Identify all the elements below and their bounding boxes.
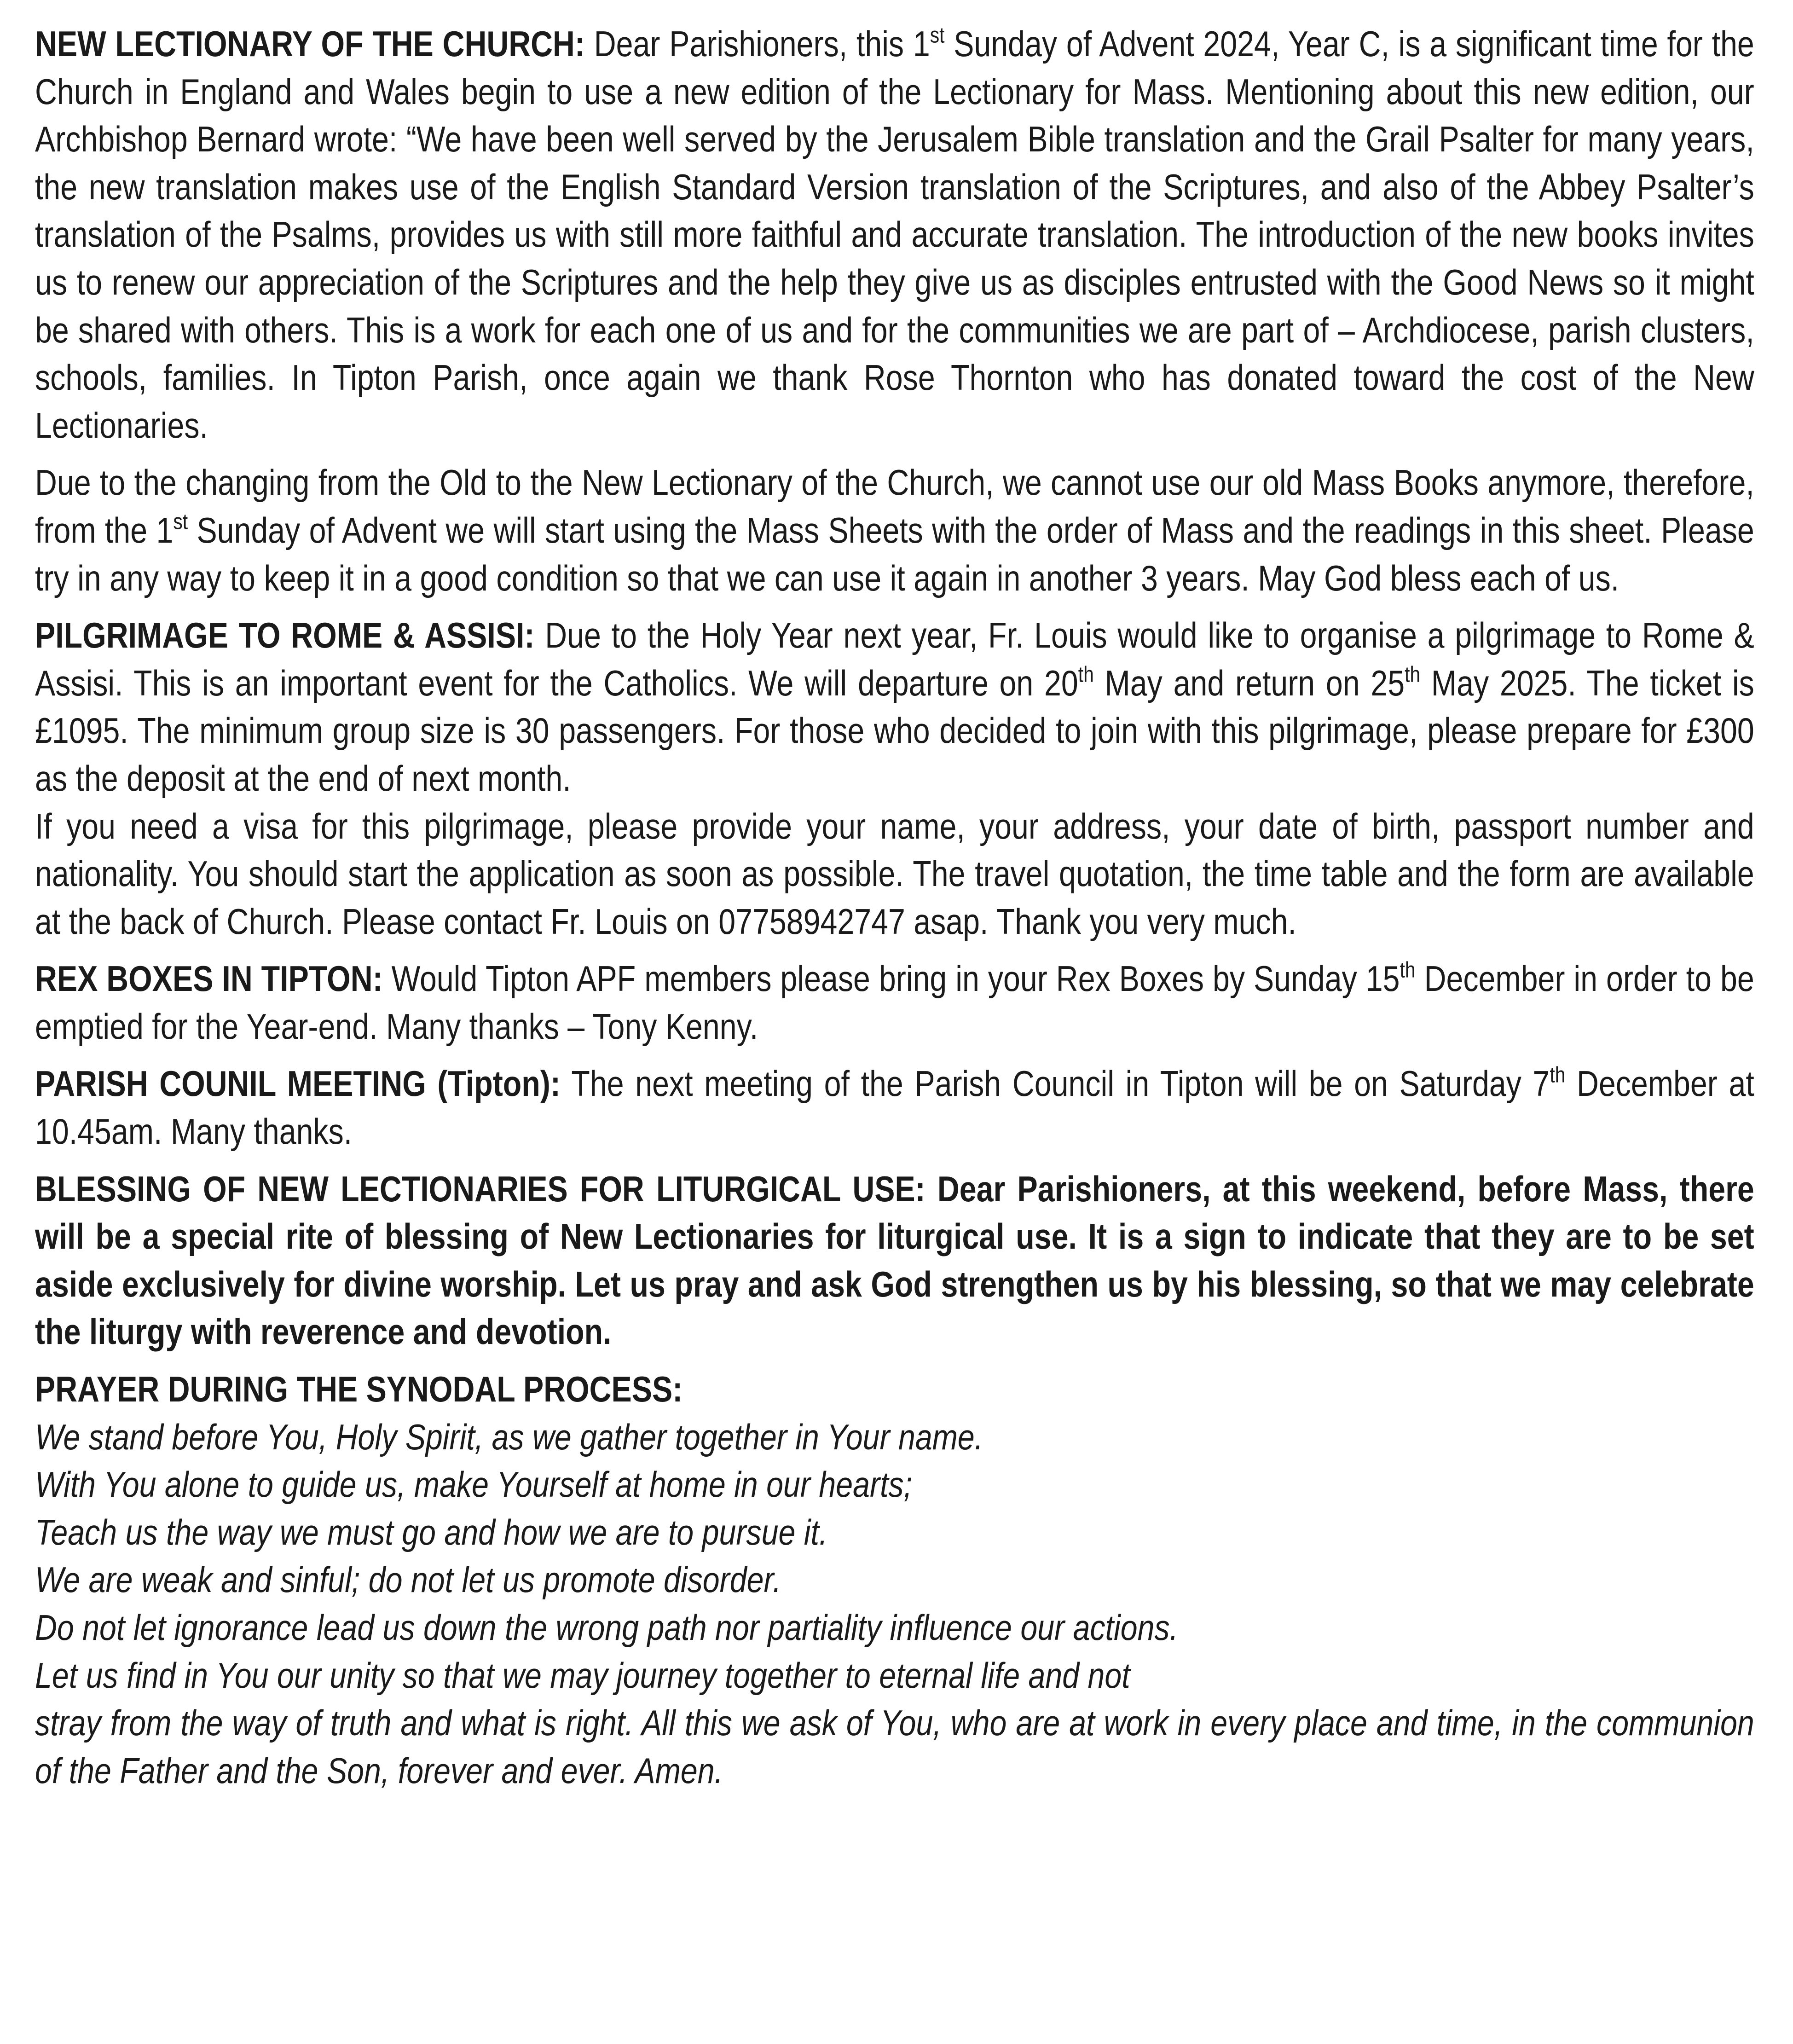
lectionary-ordinal: st	[930, 23, 945, 48]
council-heading: PARISH COUNIL MEETING (Tipton):	[35, 1063, 561, 1104]
prayer-line: We stand before You, Holy Spirit, as we gather together in Your name.	[35, 1416, 983, 1457]
prayer-closing: stray from the way of truth and what is right. All this we ask of You, who are at work in every place and time, in the communion of the Father and the Son, forever and ever. Amen.	[35, 1702, 1754, 1791]
mass-books-ordinal: st	[173, 510, 188, 534]
pilgrimage-ordinal-b: th	[1405, 662, 1421, 687]
blessing-paragraph: BLESSING OF NEW LECTIONARIES FOR LITURGICAL USE: Dear Parishioners, at this weekend, before Mass, there will be a special rite of blessing of New Lectionaries for liturgical use. It is a sign to indicate that they are to be set aside exclusively for divine worship. Let us pray and ask God strengthen us by his blessing, so that we may celebrate the liturgy with reverence and devotion.	[35, 1168, 1754, 1352]
pilgrimage-ordinal-a: th	[1078, 662, 1094, 687]
mass-books-text-cont: Sunday of Advent we will start using the Mass Sheets with the order of Mass and the readings in this sheet. Please try in any way to keep it in a good condition so that we can use it again in another 3 years. May God bless each of us.	[35, 510, 1754, 598]
rex-boxes-ordinal: th	[1400, 958, 1416, 983]
prayer-line: We are weak and sinful; do not let us promote disorder.	[35, 1559, 781, 1600]
rex-boxes-text-cont: December in order to be emptied for the Year-end. Many thanks – Tony Kenny.	[35, 958, 1754, 1047]
lectionary-text: Dear Parishioners, this 1	[585, 23, 930, 64]
visa-paragraph: If you need a visa for this pilgrimage, please provide your name, your address, your date of birth, passport number and nationality. You should start the application as soon as possible. The travel quotation, the time table and the form are available at the back of Church. Please contact Fr. Louis on 07758942747 asap. Thank you very much.	[35, 805, 1754, 942]
prayer-line: With You alone to guide us, make Yourself at home in our hearts;	[35, 1464, 913, 1505]
mass-books-paragraph	[35, 459, 1754, 602]
lectionary-text-cont: Sunday of Advent 2024, Year C, is a significant time for the Church in England and Wales begin to use a new edition of the Lectionary for Mass. Mentioning about this new edition, our Archbishop Bernard wrote: “We have been well served by the Jerusalem Bible translation and the Grail Psalter for many years, the new translation makes use of the English Standard Version translation of the Scriptures, and also of the Abbey Psalter’s translation of the Psalms, provides us with still more faithful and accurate translation. The introduction of the new books invites us to renew our appreciation of the Scriptures and the help they give us as disciples entrusted with the Good News so it might be shared with others. This is a work for each one of us and for the communities we are part of – Archdiocese, parish clusters, schools, families. In Tipton Parish, once again we thank Rose Thornton who has donated toward the cost of the New Lectionaries.	[35, 23, 1754, 446]
rex-boxes-paragraph	[35, 955, 1754, 1050]
pilgrimage-paragraph	[35, 612, 1754, 802]
pilgrimage-heading: PILGRIMAGE TO ROME & ASSISI:	[35, 615, 535, 656]
rex-boxes-text: Would Tipton APF members please bring in your Rex Boxes by Sunday 15	[382, 958, 1400, 999]
council-ordinal: th	[1550, 1063, 1566, 1088]
rex-boxes-heading: REX BOXES IN TIPTON:	[35, 958, 383, 999]
council-paragraph	[35, 1060, 1754, 1155]
pilgrimage-text: Due to the Holy Year next year, Fr. Louis would like to organise a pilgrimage to Rome & Assisi. This is an important event for the Catholics. We will departure on 20	[35, 615, 1754, 703]
pilgrimage-text-b: May and return on 25	[1093, 662, 1405, 703]
mass-books-text: Due to the changing from the Old to the New Lectionary of the Church, we cannot use our old Mass Books anymore, therefore, from the 1	[35, 462, 1754, 550]
prayer-line: Let us find in You our unity so that we may journey together to eternal life and not	[35, 1655, 1130, 1696]
council-text: The next meeting of the Parish Council in Tipton will be on Saturday 7	[560, 1063, 1550, 1104]
prayer-heading: PRAYER DURING THE SYNODAL PROCESS:	[35, 1369, 683, 1410]
lectionary-paragraph	[35, 20, 1754, 449]
council-text-cont: December at 10.45am. Many thanks.	[35, 1063, 1754, 1152]
prayer-line: Teach us the way we must go and how we are to pursue it.	[35, 1511, 828, 1552]
newsletter-page	[35, 20, 1754, 1795]
lectionary-heading: NEW LECTIONARY OF THE CHURCH:	[35, 23, 585, 64]
pilgrimage-text-c: May 2025. The ticket is £1095. The minimum group size is 30 passengers. For those who decided to join with this pilgrimage, please prepare for £300 as the deposit at the end of next month.	[35, 662, 1754, 799]
prayer-line: Do not let ignorance lead us down the wrong path nor partiality influence our actions.	[35, 1607, 1179, 1648]
